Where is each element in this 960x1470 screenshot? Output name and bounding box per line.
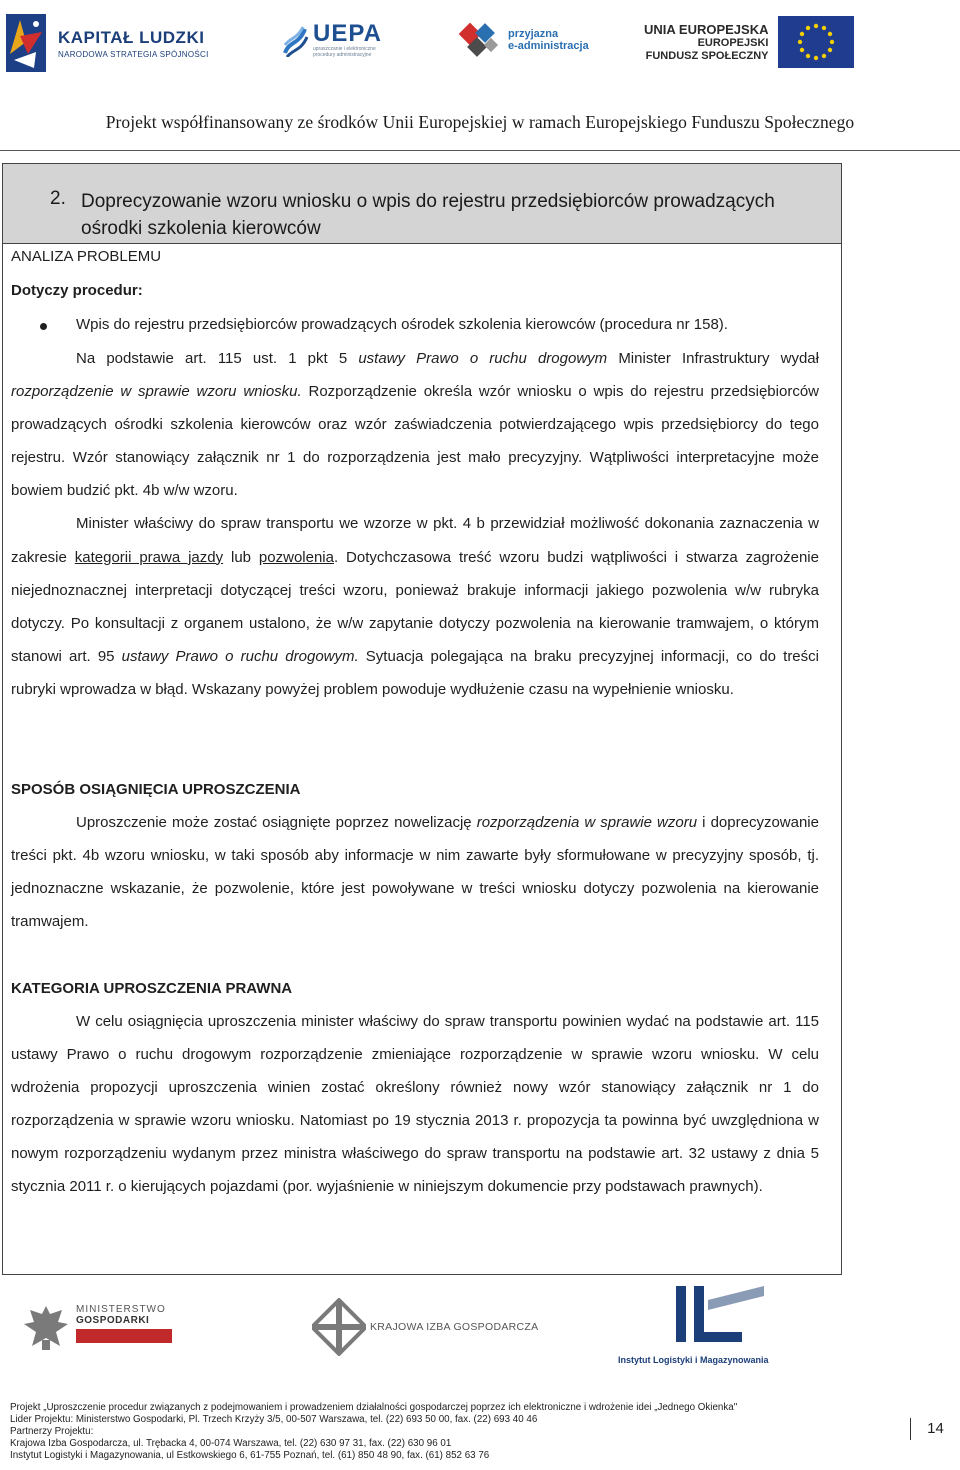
analiza-paragraph-1 — [11, 342, 819, 507]
bullet-icon — [40, 323, 47, 330]
kig-logo — [312, 1298, 538, 1356]
e-administracja-logo — [456, 18, 589, 62]
footer-partner-ilim: Instytut Logistyki i Magazynowania, ul Estkowskiego 6, 61-755 Poznań, tel. (61) 850 48 90, fax. (61) 852 63 76 — [10, 1450, 490, 1461]
footer-project: Projekt „Uproszczenie procedur związanych z podejmowaniem i prowadzeniem działalności gospodarczej poprzez ich elektroniczne i wdrożenie idei „Jednego Okienka" — [10, 1402, 738, 1413]
partner-logos — [0, 1280, 960, 1380]
puzzle-icon — [456, 18, 504, 62]
footer-leader: Lider Projektu: Ministerstwo Gospodarki, Pl. Trzech Krzyży 3/5, 00-507 Warszawa, tel. (22) 693 50 00, fax. (22) 693 40 46 — [10, 1414, 538, 1425]
section-header — [3, 164, 841, 244]
p2-text-e: . Dotychczasowa treść wzoru budzi wątpliwości i stwarza zagrożenie niejednoznacznej interpretacji dotyczącej treści wzoru, ponieważ brakuje informacji jakiego pozwolenia w/w rubryka dotyczy. Po konsultacji z organem ustalono, że w/w zapytanie dotyczy pozwolenia na kierowanie tramwajem, o którym stanowi art. 95 — [11, 548, 819, 665]
kig-cross-icon — [312, 1298, 366, 1356]
analiza-heading: ANALIZA PROBLEMU — [11, 248, 162, 265]
uepa-wave-icon — [283, 23, 309, 57]
footer-partner-kig: Krajowa Izba Gospodarcza, ul. Trębacka 4, 00-074 Warszawa, tel. (22) 630 97 31, fax. (22) 630 96 01 — [10, 1438, 452, 1449]
kapital-ludzki-icon — [6, 14, 46, 72]
uepa-logo — [283, 22, 383, 58]
section-box — [2, 163, 842, 1275]
uepa-subtitle: upraszczanie i elektroniczne procedury administracyjne — [313, 46, 376, 58]
p2-text-g: Sytuacja polegająca na braku precyzyjnej informacji, co do treści rubryki wprowadza w błąd. Wskazany powyżej problem powoduje wydłużenie czasu na wypełnienie wniosku. — [11, 647, 819, 698]
dotyczy-heading: Dotyczy procedur: — [11, 282, 143, 299]
sposob-paragraph — [11, 806, 819, 938]
section-number: 2. — [50, 188, 66, 209]
sposob-body — [11, 806, 819, 938]
analiza-body — [11, 342, 819, 706]
ilim-logo — [618, 1280, 778, 1365]
ilim-mark-icon — [668, 1280, 778, 1348]
uepa-title: UEPA — [313, 20, 382, 47]
p1-law-name: ustawy Prawo o ruchu drogowym — [358, 350, 608, 367]
p1-text-c: Minister Infrastruktury wydał — [607, 350, 819, 367]
ministerstwo-color-bar — [76, 1329, 172, 1343]
ilim-text: Instytut Logistyki i Magazynowania — [618, 1355, 769, 1365]
kapital-ludzki-title: KAPITAŁ LUDZKI — [58, 27, 205, 47]
e-administracja-line1: przyjazna — [508, 28, 559, 40]
footer-partners-label: Partnerzy Projektu: — [10, 1426, 94, 1437]
ue-line3: FUNDUSZ SPOŁECZNY — [645, 49, 769, 62]
page-number: 14 — [910, 1418, 960, 1440]
e-administracja-line2: e-administracja — [508, 40, 589, 52]
procedure-text: Wpis do rejestru przedsiębiorców prowadzących ośrodek szkolenia kierowców (procedura nr 158). — [76, 316, 728, 333]
sposob-regulation: rozporządzenia w sprawie wzoru — [476, 814, 698, 831]
p1-text-e: Rozporządzenie określa wzór wniosku o wpis do rejestru przedsiębiorców prowadzących ośrodki szkolenia kierowców oraz wzór zaświadczenia potwierdzającego wpis przedsiębiorcy do tego rejestru. Wzór stanowiący załącznik nr 1 do rozporządzenia jest mało precyzyjny. Wątpliwości interpretacyjne może bowiem budzić pkt. 4b w/w wzoru. — [11, 383, 819, 500]
p2-underlined-kategorii: kategorii prawa jazdy — [74, 548, 224, 566]
ue-line1: UNIA EUROPEJSKA — [644, 21, 769, 37]
header-logo-bar — [0, 0, 960, 80]
section-title: Doprecyzowanie wzoru wniosku o wpis do rejestru przedsiębiorców prowadzących ośrodki szkolenia kierowców — [81, 191, 775, 239]
p2-text-a: Minister właściwy do spraw transportu we wzorze w pkt. 4 b przewidział możliwość dokonania zaznaczenia w zakresie — [11, 515, 819, 566]
kategoria-paragraph: W celu osiągnięcia uproszczenia minister właściwy do spraw transportu powinien wydać na podstawie art. 115 ustawy Prawo o ruchu drogowym rozporządzenie zmieniające rozporządzenie w sprawie wzoru wniosku. W celu wdrożenia propozycji uproszczenia winien zostać określony również nowy wzór stanowiący załącznik nr 1 do rozporządzenia w sprawie wzoru wniosku. Natomiast po 19 stycznia 2013 r. propozycja ta powinna być uwzględniona w nowym rozporządzeniu wydanym przez ministra właściwego do spraw transportu na podstawie art. 32 ustawy z dnia 5 stycznia 2011 r. o kierujących pojazdami (por. wyjaśnienie w niniejszym dokumencie przy podstawach prawnych). — [11, 1013, 819, 1196]
sposob-text-c: i doprecyzowanie treści pkt. 4b wzoru wniosku, w taki sposób aby informacje w nim zawarte były sformułowane w precyzyjny sposób, tj. jednoznaczne wskazanie, że pozwolenie, które jest powoływane w treści wniosku dotyczy pozwolenia na kierowanie tramwajem. — [11, 814, 819, 931]
ue-line2: EUROPEJSKI — [697, 36, 769, 49]
ministerstwo-line2: GOSPODARKI — [76, 1315, 150, 1326]
kig-text: KRAJOWA IZBA GOSPODARCZA — [370, 1321, 539, 1333]
ministerstwo-gospodarki-logo — [22, 1302, 172, 1352]
kapital-ludzki-subtitle: NARODOWA STRATEGIA SPÓJNOŚCI — [58, 49, 209, 59]
p1-text-a: Na podstawie art. 115 ust. 1 pkt 5 — [76, 350, 359, 367]
header-divider — [0, 150, 960, 151]
p2-underlined-pozwolenia: pozwolenia — [258, 548, 334, 566]
kategoria-body — [11, 1005, 819, 1204]
sposob-text-a: Uproszczenie może zostać osiągnięte poprzez nowelizację — [76, 814, 477, 831]
kapital-ludzki-logo — [6, 14, 209, 72]
p2-text-c: lub — [223, 548, 259, 566]
ministerstwo-line1: MINISTERSTWO — [76, 1304, 166, 1315]
footer — [10, 1402, 890, 1462]
unia-europejska-logo — [644, 16, 854, 68]
eagle-icon — [22, 1302, 70, 1352]
analiza-paragraph-2 — [11, 507, 819, 706]
funding-statement: Projekt współfinansowany ze środków Unii Europejskiej w ramach Europejskiego Funduszu Społecznego — [105, 112, 855, 132]
p2-law-name: ustawy Prawo o ruchu drogowym. — [121, 647, 359, 665]
p1-regulation-name: rozporządzenie w sprawie wzoru wniosku. — [11, 383, 302, 401]
sposob-heading: SPOSÓB OSIĄGNIĘCIA UPROSZCZENIA — [11, 781, 301, 798]
eu-flag-icon — [778, 16, 854, 68]
kategoria-heading: KATEGORIA UPROSZCZENIA PRAWNA — [11, 980, 293, 997]
